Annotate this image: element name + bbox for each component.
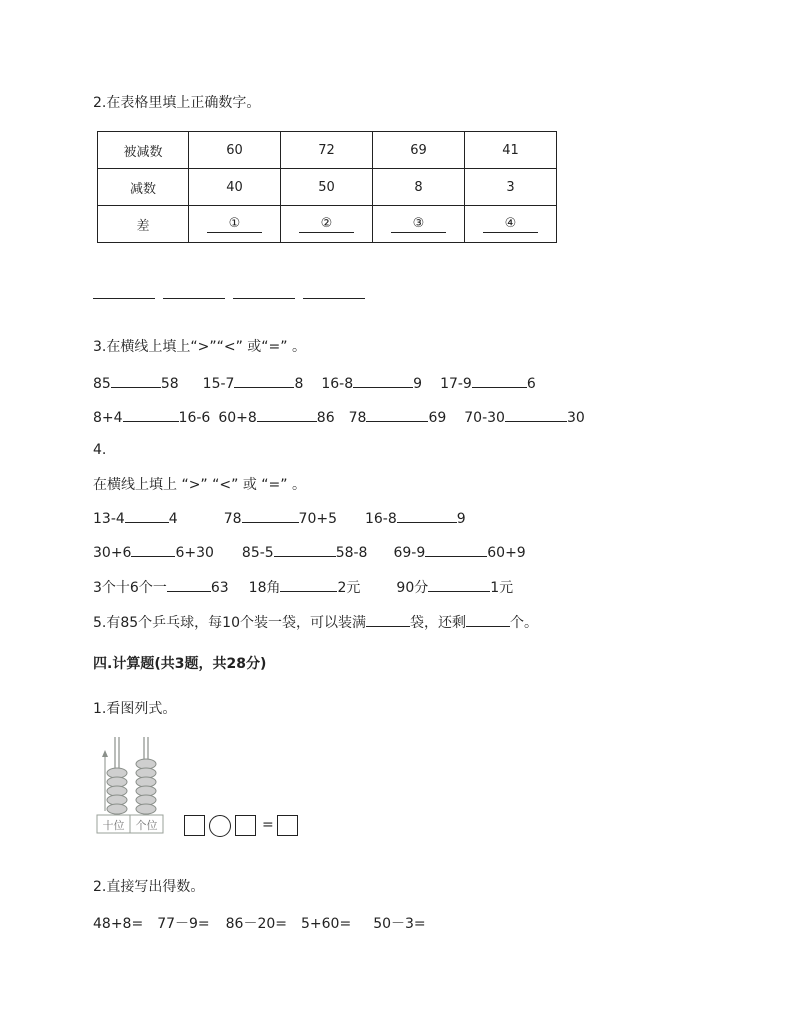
table-row-subtrahend [98,169,557,206]
expr-left: 69-9 [393,545,426,561]
expr-right: 4 [168,511,178,527]
expr-left: 17-9 [440,376,472,392]
expr-right: 2元 [337,580,361,596]
expr-right: 63 [210,580,229,596]
q4-number: 4. [93,442,107,458]
compare-blank[interactable] [111,373,161,388]
equals-sign: = [262,817,274,833]
compare-blank[interactable] [167,577,211,592]
subtrahend-cell: 50 [281,169,373,206]
answer-box[interactable] [277,815,298,836]
answer-box[interactable] [235,815,256,836]
calc-item: 50－3= [373,916,426,932]
q4-row-3 [93,577,513,598]
expr-left: 90分 [396,580,429,596]
q4-row-1 [93,508,466,529]
answer-line[interactable] [233,284,295,299]
expr-left: 18角 [248,580,281,596]
expr-right: 8 [294,376,304,392]
q5-text-1: 5.有85个乒乓球，每10个装一袋，可以装满 [93,615,366,631]
calc1-title: 1.看图列式。 [93,701,177,717]
answer-blank-4[interactable]: ④ [483,216,538,233]
ones-beads [136,759,156,814]
calc-item: 48+8= [93,916,144,932]
answer-box[interactable] [184,815,205,836]
difference-cell[interactable] [281,206,373,243]
table-row-minuend [98,132,557,169]
compare-blank[interactable] [242,508,299,523]
compare-blank[interactable] [505,407,567,422]
answer-blank-1[interactable]: ① [207,216,262,233]
expr-left: 3个十6个一 [93,580,167,596]
expr-right: 30 [566,410,585,426]
answer-blank-2[interactable]: ② [299,216,354,233]
minuend-cell: 69 [373,132,465,169]
answer-line[interactable] [163,284,225,299]
expr-left: 78 [223,511,242,527]
calc2-items [93,914,426,934]
expr-right: 70+5 [298,511,337,527]
answer-line[interactable] [303,284,365,299]
q5-line [93,612,538,633]
expr-right: 60+9 [487,545,526,561]
compare-blank[interactable] [366,407,428,422]
compare-blank[interactable] [125,508,169,523]
expr-left: 15-7 [202,376,235,392]
difference-cell[interactable] [465,206,557,243]
compare-blank[interactable] [131,542,175,557]
expr-right: 69 [428,410,447,426]
expr-left: 13-4 [93,511,125,527]
expr-left: 70-30 [464,410,505,426]
expr-right: 58-8 [335,545,368,561]
table-row-difference [98,206,557,243]
q4-row-2 [93,542,526,563]
compare-blank[interactable] [472,373,527,388]
expr-right: 16-6 [178,410,211,426]
calc2-title: 2.直接写出得数。 [93,879,205,895]
expr-left: 30+6 [93,545,132,561]
compare-blank[interactable] [353,373,413,388]
calc-item: 77－9= [157,916,210,932]
subtraction-table [97,131,557,243]
subtrahend-cell: 3 [465,169,557,206]
answer-line[interactable] [93,284,155,299]
expr-left: 8+4 [93,410,123,426]
expr-left: 60+8 [218,410,257,426]
row-label-minuend: 被减数 [98,132,189,169]
expr-right: 6 [526,376,536,392]
q2-title: 2.在表格里填上正确数字。 [93,95,261,111]
q5-text-2: 袋，还剩 [410,615,466,631]
q3-title: 3.在横线上填上“>”“<” 或“=” 。 [93,339,306,355]
answer-lines [93,284,365,305]
expr-left: 16-8 [321,376,354,392]
row-label-subtrahend: 减数 [98,169,189,206]
operator-circle[interactable] [209,815,231,837]
answer-blank-3[interactable]: ③ [391,216,446,233]
q3-row-1 [93,373,536,394]
compare-blank[interactable] [234,373,294,388]
section-4-title: 四.计算题(共3题，共28分) [93,656,267,672]
expr-right: 9 [456,511,466,527]
minuend-cell: 72 [281,132,373,169]
expr-right: 9 [413,376,423,392]
bags-blank[interactable] [366,612,410,627]
subtrahend-cell: 8 [373,169,465,206]
tens-beads [107,768,127,814]
minuend-cell: 41 [465,132,557,169]
compare-blank[interactable] [280,577,337,592]
row-label-difference: 差 [98,206,189,243]
ones-place-label: 个位 [135,819,158,832]
calc-item: 86－20= [225,916,287,932]
expr-right: 6+30 [175,545,214,561]
expr-left: 16-8 [364,511,397,527]
calc-item: 5+60= [301,916,352,932]
remainder-blank[interactable] [466,612,510,627]
q4-title: 在横线上填上 “>” “<” 或 “=” 。 [93,477,306,493]
compare-blank[interactable] [257,407,317,422]
expr-left: 85 [93,376,111,392]
expr-right: 1元 [490,580,514,596]
q3-row-2 [93,407,585,428]
compare-blank[interactable] [274,542,336,557]
tens-place-label: 十位 [102,819,125,832]
compare-blank[interactable] [428,577,490,592]
expr-left: 85-5 [241,545,274,561]
minuend-cell: 60 [189,132,281,169]
q5-text-3: 个。 [510,615,538,631]
subtrahend-cell: 40 [189,169,281,206]
expr-left: 78 [348,410,367,426]
expr-right: 86 [316,410,335,426]
expr-right: 58 [160,376,179,392]
compare-blank[interactable] [123,407,179,422]
difference-cell[interactable] [189,206,281,243]
compare-blank[interactable] [425,542,487,557]
compare-blank[interactable] [397,508,457,523]
difference-cell[interactable] [373,206,465,243]
